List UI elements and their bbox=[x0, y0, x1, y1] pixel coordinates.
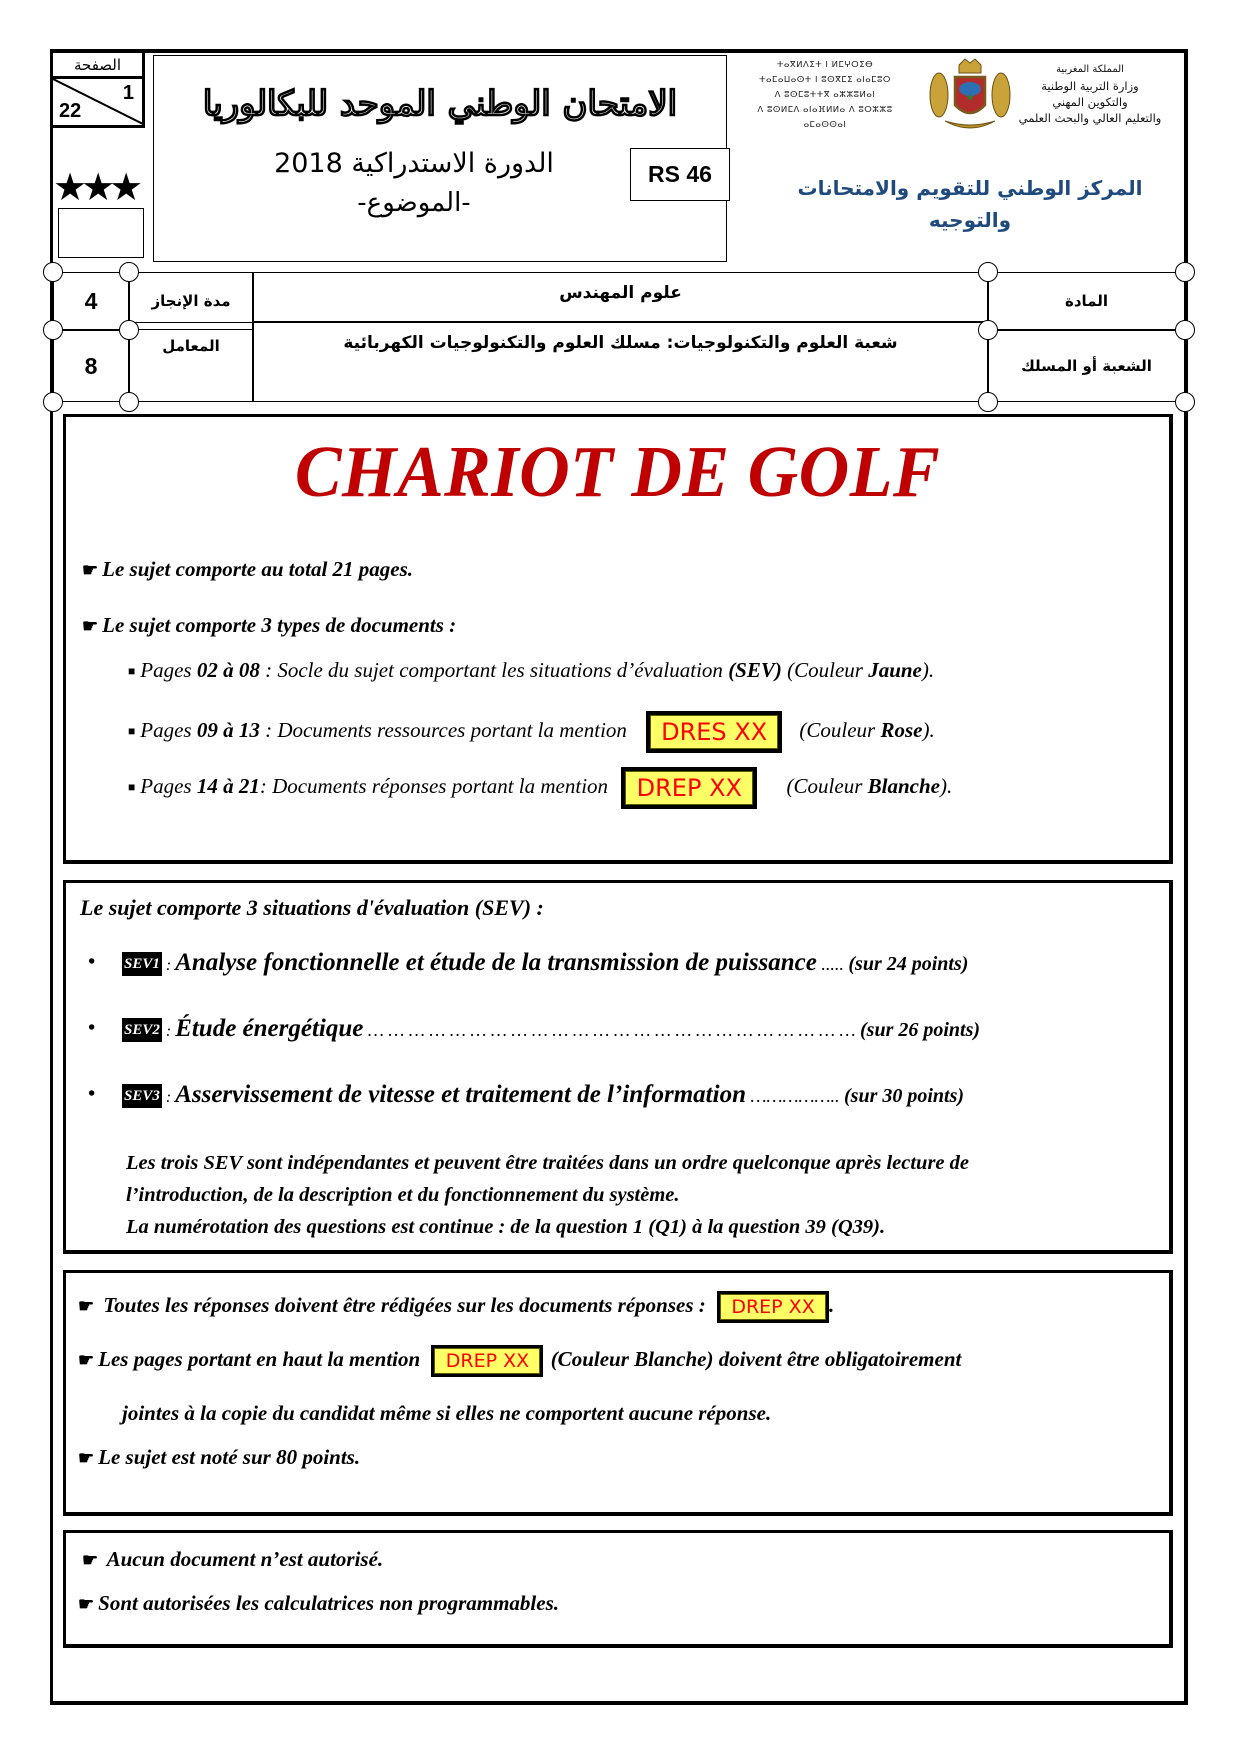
duration-value: 4 bbox=[53, 272, 129, 330]
drep-tag bbox=[431, 1345, 543, 1377]
sev-item bbox=[66, 949, 968, 977]
doc-type-item bbox=[128, 658, 934, 683]
track-label: الشعبة أو المسلك bbox=[988, 330, 1185, 402]
square-bullet-icon: ■ bbox=[128, 723, 136, 738]
doc-type-color-post: ). bbox=[921, 658, 935, 682]
drep-tag bbox=[621, 767, 757, 809]
answers-line: jointes à la copie du candidat même si elles ne comportent aucune réponse. bbox=[122, 1401, 772, 1425]
sev2-badge: SEV2 bbox=[122, 1018, 162, 1042]
corner-scallop bbox=[978, 262, 998, 282]
main-title: CHARIOT DE GOLF bbox=[294, 432, 941, 513]
pointing-hand-icon: ☛ bbox=[82, 1550, 99, 1570]
sev-points: (sur 30 points) bbox=[844, 1085, 965, 1107]
answers-text: Les pages portant en haut la mention bbox=[98, 1346, 421, 1371]
tifinagh-line: ⴷ ⵓⵙⵎⵓⵜⵜⴳ ⴰⵣⵣⵓⵍⴰⵏ bbox=[774, 90, 876, 100]
sev-title: Asservissement de vitesse et traitement de l’information bbox=[175, 1081, 746, 1108]
bullet-icon: • bbox=[88, 1017, 96, 1039]
rules-line bbox=[78, 1591, 559, 1616]
corner-scallop bbox=[1175, 262, 1195, 282]
corner-scallop bbox=[119, 320, 139, 340]
doc-type-range: 14 à 21 bbox=[196, 773, 260, 798]
answers-text: Toutes les réponses doivent être rédigées sur les documents réponses : bbox=[103, 1292, 706, 1317]
doc-type-desc: : Documents ressources portant la mention bbox=[259, 717, 627, 742]
info-table bbox=[53, 272, 1185, 402]
doc-type-pre: Pages bbox=[140, 773, 197, 798]
ministry-line: المملكة المغربية bbox=[1056, 64, 1124, 75]
stars-icon: ★★★ bbox=[53, 167, 138, 209]
sev-note-line: Les trois SEV sont indépendantes et peuvent être traitées dans un ordre quelconque après lecture de bbox=[126, 1152, 969, 1174]
page-label: الصفحة bbox=[53, 53, 142, 79]
session: الدورة الاستدراكية 2018 bbox=[274, 148, 554, 179]
ministry-line: والتكوين المهني bbox=[1052, 95, 1128, 109]
drep-tag bbox=[717, 1291, 829, 1323]
tifinagh-line: ⵜⴰⵎⴰⵡⴰⵙⵜ ⵏ ⵓⵙⴳⵎⵉ ⴰⵏⴰⵎⵓⵔ bbox=[759, 75, 891, 85]
center-name-line: المركز الوطني للتقويم والامتحانات bbox=[797, 176, 1143, 200]
page-current: 1 bbox=[122, 82, 134, 104]
rules-line bbox=[82, 1547, 383, 1572]
doc-type-desc: : Socle du sujet comportant les situations d’évaluation bbox=[259, 658, 729, 682]
sev-note bbox=[126, 1147, 969, 1243]
answers-text: Le sujet est noté sur 80 points. bbox=[98, 1445, 361, 1469]
sev-title: Étude énergétique bbox=[175, 1015, 364, 1042]
coef-value: 8 bbox=[53, 330, 129, 402]
page-counter bbox=[50, 53, 145, 128]
doc-types-heading bbox=[82, 613, 456, 638]
answers-text: (Couleur Blanche) doivent être obligatoirement bbox=[550, 1346, 962, 1371]
corner-scallop bbox=[43, 262, 63, 282]
corner-scallop bbox=[978, 392, 998, 412]
answers-line bbox=[78, 1445, 360, 1470]
blank-box bbox=[58, 208, 144, 258]
doc-type-extra: (SEV) bbox=[728, 658, 782, 682]
doc-type-item bbox=[128, 767, 952, 809]
sev-box bbox=[63, 880, 1173, 1254]
total-pages-line bbox=[82, 557, 413, 582]
intro-box bbox=[63, 414, 1173, 864]
corner-scallop bbox=[43, 320, 63, 340]
exam-title: الامتحان الوطني الموحد للبكالوريا bbox=[202, 84, 678, 124]
tifinagh-ministry-text bbox=[745, 58, 905, 133]
drep-tag-label: DREP XX bbox=[434, 1348, 540, 1374]
corner-scallop bbox=[119, 262, 139, 282]
doc-type-color-pre: (Couleur bbox=[781, 658, 869, 682]
doc-type-color-post: ). bbox=[922, 717, 935, 742]
dres-tag-label: DRES XX bbox=[650, 715, 778, 749]
rules-box bbox=[63, 1530, 1173, 1648]
bullet-icon: • bbox=[88, 1083, 96, 1105]
doc-type-item bbox=[128, 711, 935, 753]
sev-sep: : bbox=[161, 957, 176, 974]
corner-scallop bbox=[1175, 320, 1195, 340]
sev1-badge: SEV1 bbox=[122, 952, 162, 976]
sev3-badge: SEV3 bbox=[122, 1084, 162, 1108]
coef-label: المعامل bbox=[129, 322, 253, 402]
sev-title: Analyse fonctionnelle et étude de la transmission de puissance bbox=[175, 949, 817, 976]
doc-type-color-post: ). bbox=[939, 773, 953, 798]
answers-line bbox=[78, 1291, 834, 1323]
doc-type-pre: Pages bbox=[140, 717, 197, 742]
doc-type-color: Jaune bbox=[868, 658, 922, 682]
sev-note-line: La numérotation des questions est continue : de la question 1 (Q1) à la question 39 (Q39). bbox=[126, 1216, 886, 1238]
sev-dots: ..... bbox=[816, 954, 849, 974]
pointing-hand-icon: ☛ bbox=[78, 1448, 95, 1468]
subject-label: المادة bbox=[988, 272, 1185, 330]
answers-end: . bbox=[829, 1292, 835, 1317]
sev-dots: … … … … … … … … … … … … … … … … … … … … … … … … bbox=[363, 1020, 860, 1040]
sev-item bbox=[66, 1081, 964, 1109]
sev-sep: : bbox=[161, 1089, 176, 1106]
total-pages-text: Le sujet comporte au total 21 pages. bbox=[102, 557, 414, 581]
square-bullet-icon: ■ bbox=[128, 664, 136, 678]
doc-type-range: 09 à 13 bbox=[196, 717, 260, 742]
doc-type-desc: : Documents réponses portant la mention bbox=[259, 773, 609, 798]
rules-text: Aucun document n’est autorisé. bbox=[106, 1547, 384, 1571]
duration-label: مدة الإنجاز bbox=[129, 272, 253, 330]
ministry-line: والتعليم العالي والبحث العلمي bbox=[1018, 111, 1162, 125]
ministry-name bbox=[1000, 62, 1180, 126]
drep-tag-label: DREP XX bbox=[625, 771, 753, 805]
doc-type-color-pre: (Couleur bbox=[786, 773, 868, 798]
dres-tag bbox=[646, 711, 782, 753]
doc-types-heading-text: Le sujet comporte 3 types de documents : bbox=[102, 613, 457, 637]
answers-line bbox=[78, 1345, 961, 1377]
pointing-hand-icon: ☛ bbox=[82, 616, 99, 636]
center-name bbox=[770, 172, 1170, 236]
tifinagh-line: ⴷ ⵓⵙⵍⵎⴷ ⴰⵏⴰⴼⵍⵍⴰ ⴷ ⵓⵔⵣⵣⵓ ⴰⵎⴰⵙⵙⴰⵏ bbox=[757, 105, 893, 130]
answers-box bbox=[63, 1270, 1173, 1516]
doc-type-color-pre: (Couleur bbox=[799, 717, 881, 742]
sev-sep: : bbox=[161, 1023, 176, 1040]
page-numbers bbox=[53, 79, 142, 125]
sev-heading: Le sujet comporte 3 situations d'évaluation (SEV) : bbox=[80, 895, 544, 920]
square-bullet-icon: ■ bbox=[128, 779, 136, 794]
exam-code: RS 46 bbox=[630, 148, 730, 201]
corner-scallop bbox=[43, 392, 63, 412]
doc-type-pre: Pages bbox=[140, 658, 197, 682]
pointing-hand-icon: ☛ bbox=[82, 560, 99, 580]
drep-tag-label: DREP XX bbox=[720, 1294, 826, 1320]
sev-note-line: l’introduction, de la description et du fonctionnement du système. bbox=[126, 1184, 680, 1206]
corner-scallop bbox=[119, 392, 139, 412]
bullet-icon: • bbox=[88, 951, 96, 973]
sev-dots: …………….. bbox=[745, 1086, 845, 1106]
pointing-hand-icon: ☛ bbox=[78, 1295, 95, 1316]
pointing-hand-icon: ☛ bbox=[78, 1349, 95, 1370]
page-total: 22 bbox=[59, 100, 82, 122]
sev-points: (sur 26 points) bbox=[860, 1019, 981, 1041]
doc-type-color: Rose bbox=[880, 717, 923, 742]
tifinagh-line: ⵜⴰⴳⵍⴷⵉⵜ ⵏ ⵍⵎⵖⵔⵉⴱ bbox=[776, 60, 874, 70]
corner-scallop bbox=[1175, 392, 1195, 412]
center-name-line: والتوجيه bbox=[928, 208, 1012, 232]
track-value: شعبة العلوم والتكنولوجيات: مسلك العلوم والتكنولوجيات الكهربائية bbox=[253, 322, 988, 402]
doc-type-color: Blanche bbox=[867, 773, 940, 798]
corner-scallop bbox=[978, 320, 998, 340]
subject-value: علوم المهندس bbox=[253, 272, 988, 322]
sev-item bbox=[66, 1015, 980, 1043]
pointing-hand-icon: ☛ bbox=[78, 1594, 95, 1614]
doc-type-range: 02 à 08 bbox=[196, 658, 260, 682]
rules-text: Sont autorisées les calculatrices non programmables. bbox=[98, 1591, 560, 1615]
sev-points: (sur 24 points) bbox=[848, 953, 969, 975]
subject-word: -الموضوع- bbox=[357, 188, 471, 218]
ministry-line: وزارة التربية الوطنية bbox=[1041, 79, 1139, 93]
